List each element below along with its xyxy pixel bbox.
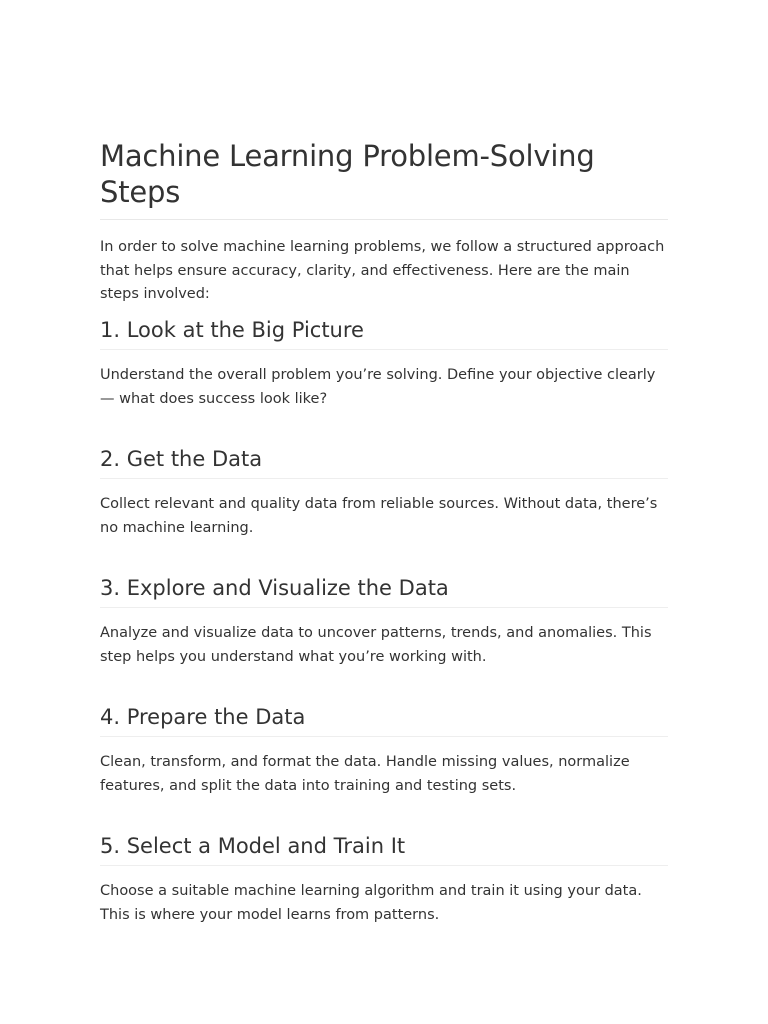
- page-title: Machine Learning Problem-Solving Steps: [100, 138, 668, 220]
- section-prepare-the-data: [100, 703, 668, 798]
- section-explore-and-visualize: [100, 574, 668, 669]
- section-body: Clean, transform, and format the data. Handle missing values, normalize features, and split the data into training and testing sets.: [100, 754, 630, 794]
- section-look-at-big-picture: [100, 316, 668, 411]
- section-body: Analyze and visualize data to uncover patterns, trends, and anomalies. This step helps you understand what you’re working with.: [100, 625, 652, 665]
- section-heading: 2. Get the Data: [100, 445, 668, 479]
- section-body: Collect relevant and quality data from reliable sources. Without data, there’s no machine learning.: [100, 496, 658, 536]
- section-heading: 3. Explore and Visualize the Data: [100, 574, 668, 608]
- section-heading: 5. Select a Model and Train It: [100, 832, 668, 866]
- document-page: [100, 138, 668, 923]
- section-select-model-and-train: [100, 832, 668, 927]
- section-heading: 4. Prepare the Data: [100, 703, 668, 737]
- section-get-the-data: [100, 445, 668, 540]
- section-body: Understand the overall problem you’re solving. Define your objective clearly — what does success look like?: [100, 367, 656, 407]
- intro-paragraph: In order to solve machine learning problems, we follow a structured approach that helps ensure accuracy, clarity, and effectiveness. Here are the main steps involved:: [100, 239, 665, 302]
- section-body: Choose a suitable machine learning algorithm and train it using your data. This is where your model learns from patterns.: [100, 883, 642, 923]
- section-heading: 1. Look at the Big Picture: [100, 316, 668, 350]
